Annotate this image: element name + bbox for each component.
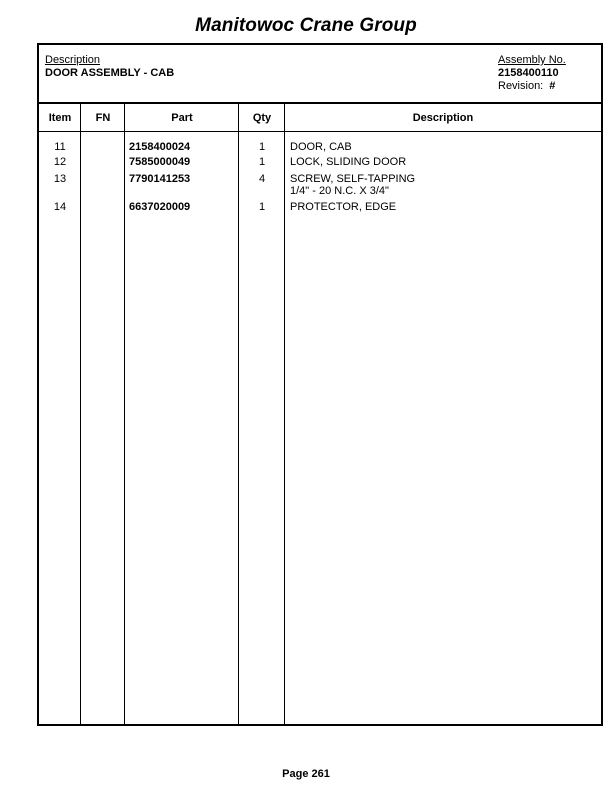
column-divider xyxy=(80,104,81,724)
part-number: 7790141253 xyxy=(129,173,191,185)
col-item-header: Item xyxy=(48,112,72,124)
part-description-cell xyxy=(290,173,415,197)
assembly-header xyxy=(39,45,601,104)
quantity: 1 xyxy=(258,201,266,213)
assembly-label: Assembly No. xyxy=(498,54,566,66)
parts-list-frame xyxy=(37,43,603,726)
column-divider xyxy=(124,104,125,724)
part-number: 2158400024 xyxy=(129,141,191,153)
quantity: 4 xyxy=(258,173,266,185)
column-divider xyxy=(284,104,285,724)
revision-line xyxy=(498,80,566,93)
part-description: SCREW, SELF-TAPPING xyxy=(290,173,416,185)
part-number: 6637020009 xyxy=(129,201,191,213)
item-number: 12 xyxy=(53,156,67,168)
description-value: DOOR ASSEMBLY - CAB xyxy=(45,67,175,79)
col-description-header: Description xyxy=(412,112,474,124)
page-number: Page 261 xyxy=(282,768,330,780)
item-number: 13 xyxy=(53,173,67,185)
quantity: 1 xyxy=(258,156,266,168)
quantity: 1 xyxy=(258,141,266,153)
assembly-number: 2158400110 xyxy=(498,67,559,79)
assembly-block xyxy=(498,54,566,93)
description-block xyxy=(45,54,174,80)
document-title: Manitowoc Crane Group xyxy=(195,15,417,36)
part-number: 7585000049 xyxy=(129,156,191,168)
part-description: DOOR, CAB xyxy=(290,141,352,153)
item-number: 14 xyxy=(53,201,67,213)
part-description: LOCK, SLIDING DOOR xyxy=(290,156,407,168)
col-fn-header: FN xyxy=(95,112,111,124)
part-description-detail: 1/4" - 20 N.C. X 3/4" xyxy=(290,185,389,197)
column-divider xyxy=(238,104,239,724)
description-label: Description xyxy=(45,54,101,66)
col-part-header: Part xyxy=(171,112,193,124)
revision-value: # xyxy=(549,80,556,92)
col-qty-header: Qty xyxy=(252,112,272,124)
item-number: 11 xyxy=(54,141,66,153)
revision-label: Revision: xyxy=(498,80,544,92)
part-description: PROTECTOR, EDGE xyxy=(290,201,397,213)
